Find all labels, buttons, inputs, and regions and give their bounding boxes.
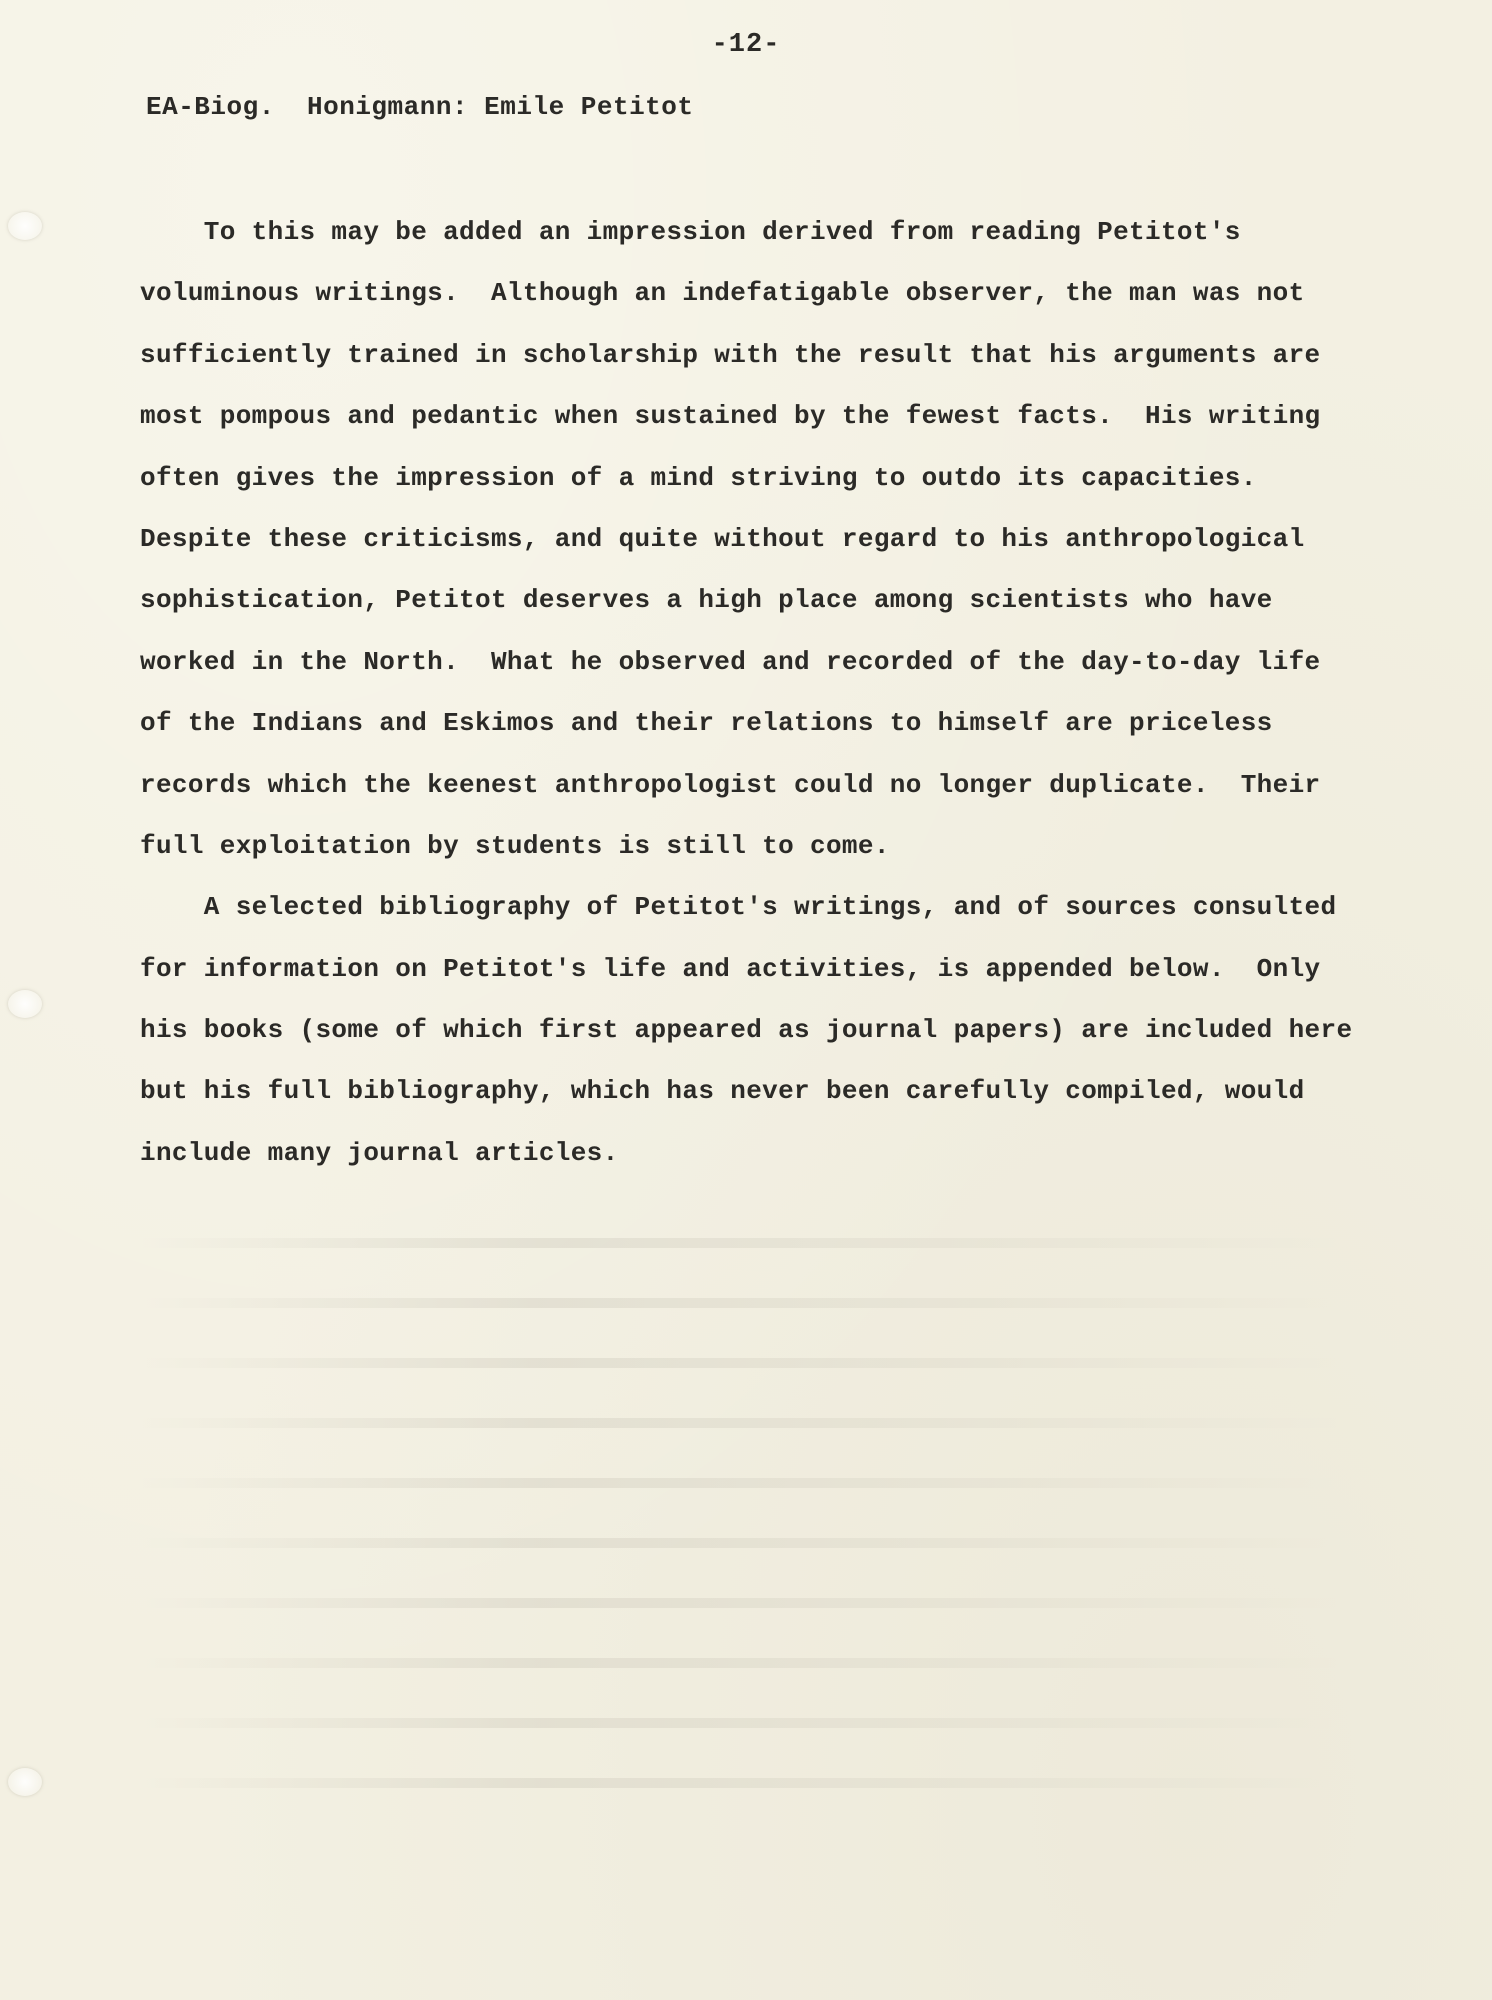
text-line: sufficiently trained in scholarship with the result that his arguments are [140,339,1321,370]
bleed-through-line [140,1598,1340,1608]
text-line: most pompous and pedantic when sustained by the fewest facts. His writing [140,401,1321,432]
text-line: often gives the impression of a mind striving to outdo its capacities. [140,462,1257,493]
bleed-through-line [140,1238,1340,1248]
page-number: -12- [711,30,781,60]
text-line: sophistication, Petitot deserves a high place among scientists who have [140,585,1273,616]
bleed-through-line [140,1358,1340,1368]
text-line: A selected bibliography of Petitot's writings, and of sources consulted [140,892,1337,923]
text-line: To this may be added an impression derived from reading Petitot's [140,217,1241,247]
punch-hole-bottom [8,1768,42,1796]
text-line: voluminous writings. Although an indefatigable observer, the man was not [140,278,1305,309]
bleed-through-line [140,1418,1340,1428]
text-line: worked in the North. What he observed and recorded of the day-to-day life [140,646,1321,677]
text-line: for information on Petitot's life and activities, is appended below. Only [140,953,1321,984]
running-header: EA-Biog. Honigmann: Emile Petitot [146,92,694,122]
punch-hole-middle [8,990,42,1018]
bleed-through-line [140,1538,1340,1548]
text-line: his books (some of which first appeared as journal papers) are included here [140,1015,1353,1046]
bleed-through-line [140,1658,1340,1668]
text-line: Despite these criticisms, and quite without regard to his anthropological [140,523,1305,554]
text-line: of the Indians and Eskimos and their relations to himself are priceless [140,708,1273,739]
bleed-through-line [140,1298,1340,1308]
text-line: records which the keenest anthropologist could no longer duplicate. Their [140,769,1321,800]
bleed-through-line [140,1478,1340,1488]
text-line: include many journal articles. [140,1137,619,1168]
text-line: full exploitation by students is still to come. [140,830,890,861]
text-line: but his full bibliography, which has never been carefully compiled, would [140,1076,1305,1107]
punch-hole-top [8,212,42,240]
bleed-through-line [140,1718,1340,1728]
bleed-through-line [140,1778,1340,1788]
body-text [140,212,1353,1194]
